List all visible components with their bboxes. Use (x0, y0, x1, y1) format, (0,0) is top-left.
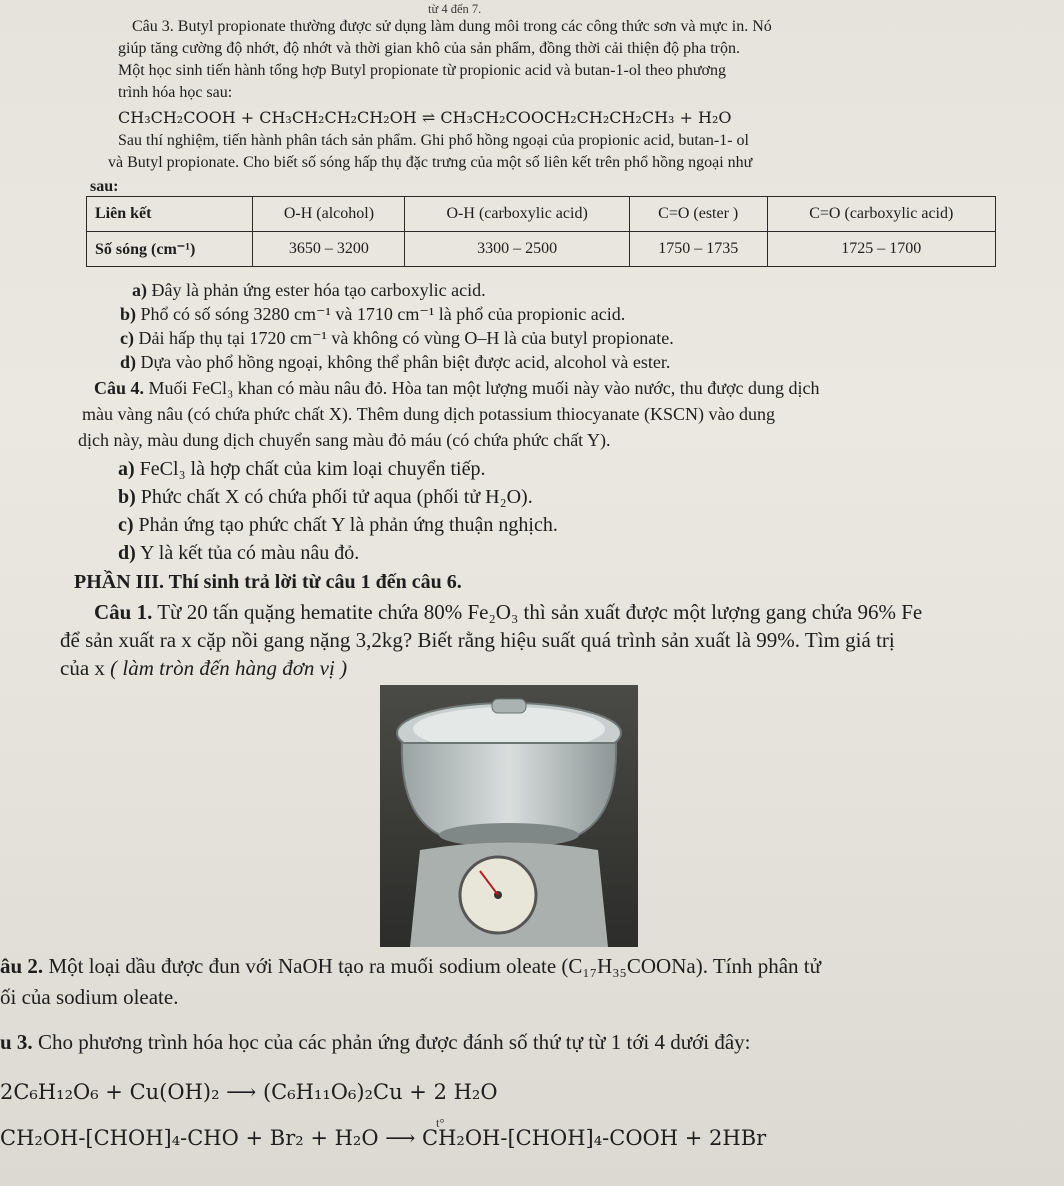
part3-title: PHẦN III. Thí sinh trả lời từ câu 1 đến câu 6. (74, 571, 462, 593)
item-label: a) (132, 280, 147, 300)
q3-intro-line-1: Câu 3. Butyl propionate thường được sử dụng làm dung môi trong các công thức sơn và mực in. Nó (132, 18, 772, 35)
q4-line-2: màu vàng nâu (có chứa phức chất X). Thêm dung dịch potassium thiocyanate (KSCN) vào dung (82, 404, 776, 424)
equation-1: 2C₆H₁₂O₆ + Cu(OH)₂ ⟶ (C₆H₁₁O₆)₂Cu + 2 H₂O (0, 1080, 498, 1104)
equation-2: CH₂OH-[CHOH]₄-CHO + Br₂ + H₂O ⟶ CH₂OH-[CHOH]₄-COOH + 2HBr (0, 1126, 767, 1150)
q4-item-b (118, 486, 533, 509)
item-label: c) (118, 514, 134, 536)
ir-cell: O-H (alcohol) (253, 197, 405, 232)
q4-item-d (118, 542, 359, 565)
cast-iron-pot-photo (380, 685, 638, 947)
p3-q2-text: Một loại dầu được đun với NaOH tạo ra muối sodium oleate (C₁₇H₃₅COONa). Tính phân tử (43, 954, 822, 978)
p3-q3-line-1 (0, 1030, 751, 1055)
item-text: FeCl₃ là hợp chất của kim loại chuyển tiếp. (134, 458, 486, 480)
q4-item-a (118, 458, 485, 481)
q3-item-a (132, 280, 486, 301)
p3-q2-line-1 (0, 954, 821, 979)
q3-after-line-3: sau: (90, 178, 119, 195)
ir-cell: 1750 – 1735 (629, 232, 767, 267)
item-text: Dải hấp thụ tại 1720 cm⁻¹ và không có vùng O–H là của butyl propionate. (133, 328, 674, 348)
item-text: Phổ có số sóng 3280 cm⁻¹ và 1710 cm⁻¹ là phổ của propionic acid. (136, 304, 626, 324)
item-label: b) (118, 486, 136, 508)
q3-intro-line-4: trình hóa học sau: (118, 84, 233, 101)
q4-line-1 (94, 378, 820, 399)
ir-cell: Số sóng (cm⁻¹) (87, 232, 253, 267)
ir-cell: Liên kết (87, 197, 253, 232)
q3-item-d (120, 352, 670, 373)
p3-q2-title: âu 2. (0, 954, 44, 978)
p3-q2-line-2: ối của sodium oleate. (0, 985, 179, 1009)
item-label: d) (120, 352, 137, 372)
ir-table-row-bond (87, 197, 996, 232)
q3-item-b (120, 304, 625, 325)
p3-q1-line-1 (94, 600, 922, 625)
item-label: c) (120, 328, 134, 348)
item-text: Phức chất X có chứa phối tử aqua (phối tử H₂O). (135, 486, 533, 508)
p3-q1-text: Từ 20 tấn quặng hematite chứa 80% Fe₂O₃ thì sản xuất được một lượng gang chứa 96% Fe (152, 600, 923, 624)
ir-cell: C=O (ester ) (629, 197, 767, 232)
q4-title: Câu 4. (94, 378, 145, 398)
q4-item-c (118, 514, 558, 537)
item-text: Phản ứng tạo phức chất Y là phản ứng thuận nghịch. (133, 514, 558, 536)
ir-cell: 3300 – 2500 (405, 232, 629, 267)
ir-cell: C=O (carboxylic acid) (767, 197, 995, 232)
item-label: d) (118, 542, 136, 564)
pot-on-scale-image (380, 685, 638, 947)
q3-after-line-2: và Butyl propionate. Cho biết số sóng hấp thụ đặc trưng của một số liên kết trên phổ hồng ngoại như (108, 154, 753, 171)
q3-intro-line-3: Một học sinh tiến hành tổng hợp Butyl propionate từ propionic acid và butan-1-ol theo phương (118, 62, 726, 79)
item-text: Đây là phản ứng ester hóa tạo carboxylic acid. (147, 280, 486, 300)
ir-cell: O-H (carboxylic acid) (405, 197, 629, 232)
q4-line-3: dịch này, màu dung dịch chuyển sang màu đỏ máu (có chứa phức chất Y). (78, 430, 611, 450)
ir-absorption-table (86, 196, 996, 267)
p3-q1-line-2: để sản xuất ra x cặp nồi gang nặng 3,2kg? Biết rằng hiệu suất quá trình sản xuất là 99%. Tìm giá trị (60, 628, 895, 652)
item-text: Dựa vào phổ hồng ngoại, không thể phân biệt được acid, alcohol và ester. (136, 352, 671, 372)
item-text: Y là kết tủa có màu nâu đỏ. (135, 542, 360, 564)
p3-q3-text: Cho phương trình hóa học của các phản ứng được đánh số thứ tự từ 1 tới 4 dưới đây: (32, 1030, 751, 1054)
rounding-note: ( làm tròn đến hàng đơn vị ) (110, 656, 348, 680)
ir-table-row-wavenumber (87, 232, 996, 267)
ir-cell: 3650 – 3200 (253, 232, 405, 267)
p3-q3-title: u 3. (0, 1030, 33, 1054)
p3-q1-line-3 (60, 656, 347, 681)
ir-cell: 1725 – 1700 (767, 232, 995, 267)
p3-q1-title: Câu 1. (94, 600, 153, 624)
q3-intro-line-2: giúp tăng cường độ nhớt, độ nhớt và thời gian khô của sản phẩm, đồng thời cải thiện độ pha trộn. (118, 40, 740, 57)
equation-2-condition: t° (436, 1116, 445, 1130)
reaction-equation: CH₃CH₂COOH + CH₃CH₂CH₂CH₂OH ⇌ CH₃CH₂COOCH₂CH₂CH₂CH₃ + H₂O (118, 108, 732, 127)
header-partial: từ 4 đến 7. (428, 2, 482, 16)
q4-text: Muối FeCl₃ khan có màu nâu đỏ. Hòa tan một lượng muối này vào nước, thu được dung dịch (144, 378, 820, 398)
q3-after-line-1: Sau thí nghiệm, tiến hành phân tách sản phẩm. Ghi phổ hồng ngoại của propionic acid, butan-1- ol (118, 132, 749, 149)
q3-item-c (120, 328, 674, 349)
item-label: a) (118, 458, 135, 480)
p3-q1-text: của x (60, 656, 111, 680)
item-label: b) (120, 304, 137, 324)
